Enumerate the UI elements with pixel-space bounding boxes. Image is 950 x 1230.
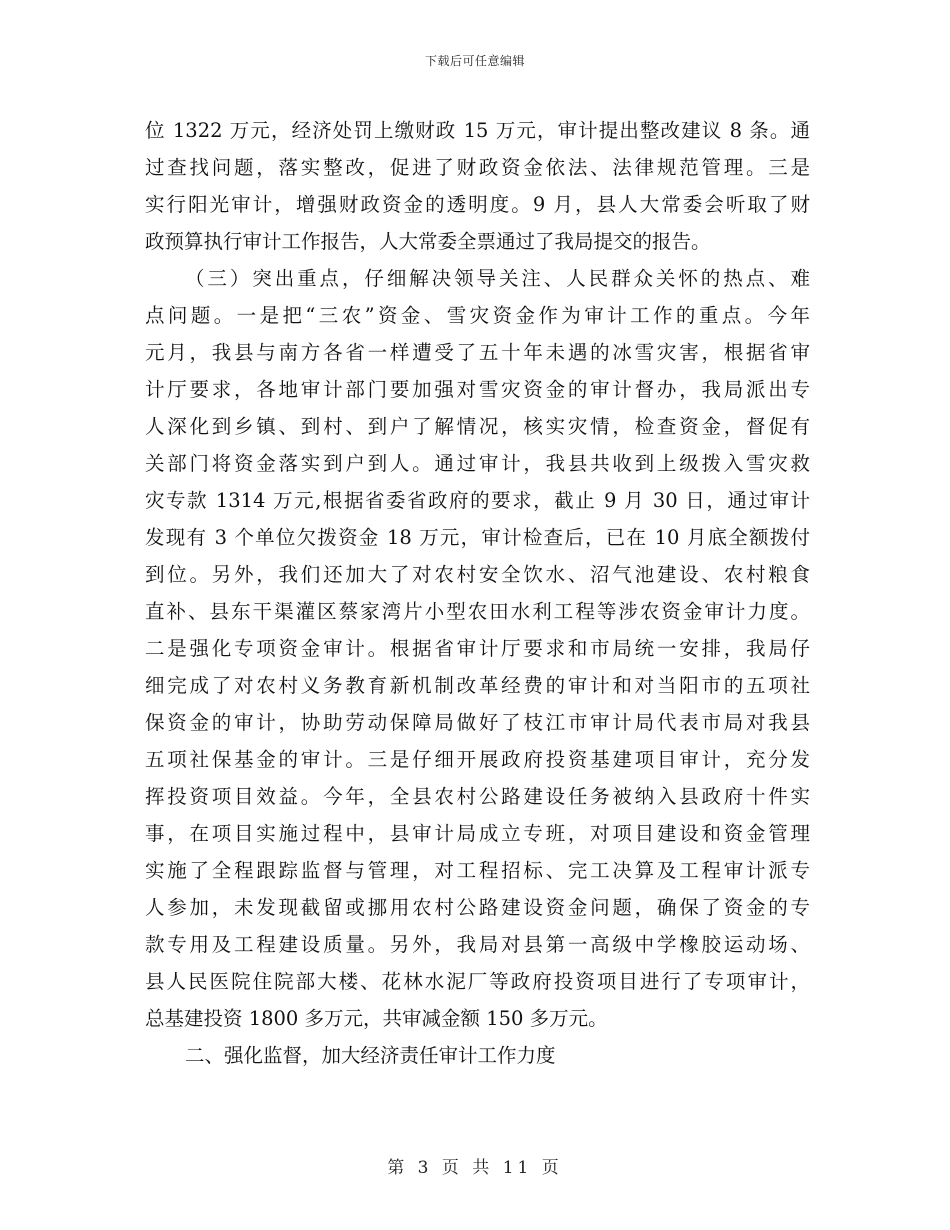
paragraph-line: 位 1322 万元，经济处罚上缴财政 15 万元，审计提出整改建议 8 条。通: [145, 119, 810, 142]
paragraph-line: 总基建投资 1800 多万元，共审减金额 150 多万元。: [145, 1007, 608, 1030]
paragraph-line: 二是强化专项资金审计。根据省审计厅要求和市局统一安排，我局仔: [145, 637, 810, 660]
section-heading: 二、强化监督，加大经济责任审计工作力度: [185, 1044, 556, 1067]
paragraph-line: 点问题。一是把“三农”资金、雪灾资金作为审计工作的重点。今年: [145, 304, 810, 327]
paragraph-line: 灾专款 1314 万元,根据省委省政府的要求，截止 9 月 30 日，通过审计: [145, 489, 810, 512]
paragraph-line: 实行阳光审计，增强财政资金的透明度。9 月，县人大常委会听取了财: [145, 193, 810, 216]
paragraph-line: 实施了全程跟踪监督与管理，对工程招标、完工决算及工程审计派专: [145, 859, 810, 882]
paragraph-line: 到位。另外，我们还加大了对农村安全饮水、沼气池建设、农村粮食: [145, 563, 810, 586]
paragraph-line: 人参加，未发现截留或挪用农村公路建设资金问题，确保了资金的专: [145, 896, 810, 919]
paragraph-line: 元月，我县与南方各省一样遭受了五十年未遇的冰雪灾害，根据省审: [145, 341, 810, 364]
paragraph-line: 计厅要求，各地审计部门要加强对雪灾资金的审计督办，我局派出专: [145, 378, 810, 401]
paragraph-line: 保资金的审计，协助劳动保障局做好了枝江市审计局代表市局对我县: [145, 711, 810, 734]
page-footer: 第 3 页 共 11 页: [387, 1158, 563, 1178]
paragraph-line: 事，在项目实施过程中，县审计局成立专班，对项目建设和资金管理: [145, 822, 810, 845]
paragraph-line: 政预算执行审计工作报告，人大常委全票通过了我局提交的报告。: [145, 230, 711, 253]
document-body: [145, 112, 810, 1074]
paragraph-line: 过查找问题，落实整改，促进了财政资金依法、法律规范管理。三是: [145, 156, 810, 179]
paragraph-line: 人深化到乡镇、到村、到户了解情况，核实灾情，检查资金，督促有: [145, 415, 810, 438]
paragraph-line: 县人民医院住院部大楼、花林水泥厂等政府投资项目进行了专项审计，: [145, 970, 810, 993]
paragraph-line: 发现有 3 个单位欠拨资金 18 万元，审计检查后，已在 10 月底全额拨付: [145, 526, 810, 549]
paragraph-line: 挥投资项目效益。今年，全县农村公路建设任务被纳入县政府十件实: [145, 785, 810, 808]
paragraph-line: 细完成了对农村义务教育新机制改革经费的审计和对当阳市的五项社: [145, 674, 810, 697]
paragraph-line: 款专用及工程建设质量。另外，我局对县第一高级中学橡胶运动场、: [145, 933, 810, 956]
paragraph-line: 关部门将资金落实到户到人。通过审计，我县共收到上级拨入雪灾救: [145, 452, 810, 475]
paragraph-line: 直补、县东干渠灌区蔡家湾片小型农田水利工程等涉农资金审计力度。: [145, 600, 810, 623]
paragraph-line: 五项社保基金的审计。三是仔细开展政府投资基建项目审计，充分发: [145, 748, 810, 771]
page-header: 下载后可任意编辑: [424, 54, 525, 68]
paragraph-line: （三）突出重点，仔细解决领导关注、人民群众关怀的热点、难: [185, 267, 810, 290]
